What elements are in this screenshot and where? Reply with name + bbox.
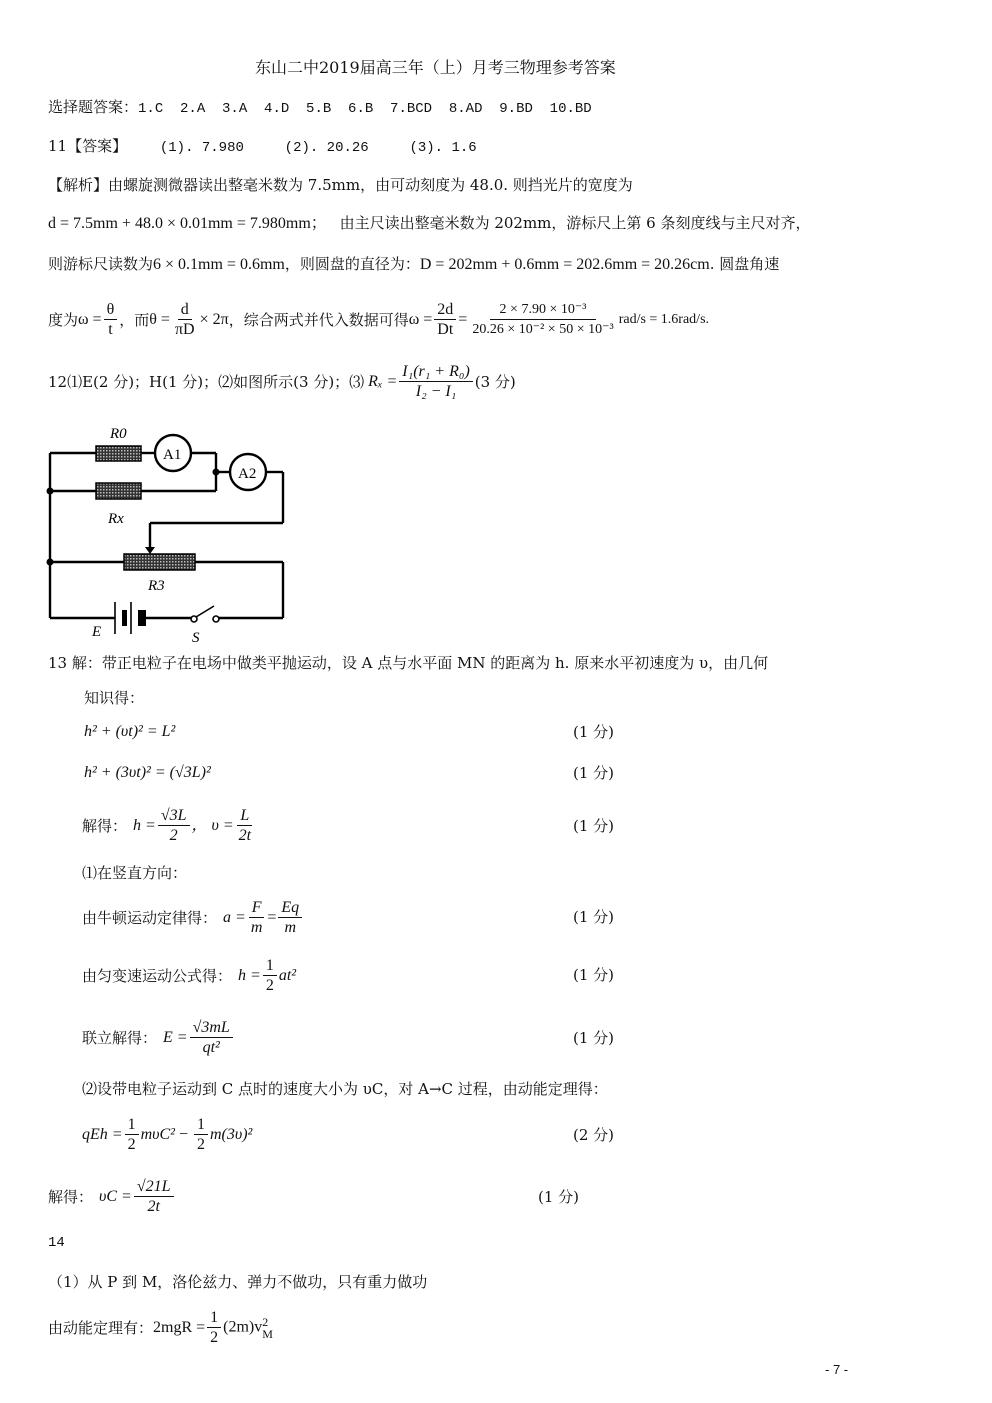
- frac-Eq-m: $\frac{Eq}{m}$: [278, 899, 302, 938]
- label-s: S: [192, 630, 200, 645]
- circuit-diagram: [40, 420, 300, 645]
- battery-icon: [115, 602, 146, 634]
- label-e: E: [92, 624, 102, 640]
- q13-solution-score: (1 分): [573, 817, 615, 835]
- q12-text: 12⑴E(2 分)；H(1 分)；⑵如图所示(3 分)；⑶: [48, 373, 365, 391]
- frac-2d-Dt: $\frac{2d}{Dt}$: [434, 301, 456, 340]
- label-rx: Rx: [108, 511, 124, 527]
- analysis-text-4c: ，综合两式并代入数据可得: [228, 311, 409, 329]
- page-title: 东山二中2019届高三年（上）月考三物理参考答案: [255, 58, 616, 77]
- label-r0: R0: [110, 426, 127, 442]
- rx-eq: Rₓ =: [368, 373, 398, 390]
- analysis-text-3b: ，则圆盘的直径为：: [284, 255, 420, 273]
- kin-h-eq: h =: [238, 967, 261, 984]
- choice-answers: [48, 97, 592, 119]
- frac-big: $\frac{\text{2 × 7.90 × 10⁻³}}{\text{20.26 × 10⁻² × 50 × 10⁻³}}$: [472, 301, 614, 337]
- q14-part1: （1）从 P 到 M，洛伦兹力、弹力不做功，只有重力做功: [48, 1273, 428, 1291]
- choice-label: 选择题答案：: [48, 98, 139, 116]
- frac-half-2: $\frac{1}{2}$: [194, 1116, 208, 1155]
- q13-joint: [82, 1015, 235, 1061]
- q13-eq1: h² + (υt)² = L²: [84, 723, 176, 740]
- analysis-text-4a: 度为: [48, 311, 79, 329]
- page-number: - 7 -: [825, 1362, 849, 1377]
- q13-final: [48, 1174, 176, 1220]
- q14-number: 14: [48, 1235, 65, 1251]
- frac-half: $\frac{1}{2}$: [263, 957, 277, 996]
- q13-eq2-score: (1 分): [573, 764, 615, 782]
- resistor-rx: [96, 483, 141, 499]
- switch-icon: [191, 606, 219, 622]
- junction-dot: [47, 559, 54, 566]
- analysis-text-4b: ，而: [119, 311, 150, 329]
- q12-score: (3 分): [474, 373, 516, 391]
- joint-label: 联立解得：: [82, 1029, 158, 1047]
- q11-a3: (3). 1.6: [409, 140, 477, 156]
- frac-vc: $\frac{√21L}{2t}$: [134, 1178, 174, 1217]
- resistor-r0: [96, 446, 141, 461]
- resistor-r3: [124, 554, 195, 570]
- analysis-text-3a: 则游标尺读数为: [48, 255, 154, 273]
- frac-d-piD: $\frac{d}{\pi D}$: [174, 300, 195, 338]
- newton-label: 由牛顿运动定律得：: [82, 909, 218, 927]
- vc-eq: υC =: [99, 1188, 132, 1205]
- analysis-label: 【解析】: [48, 176, 109, 194]
- times-2pi: × 2π: [199, 311, 229, 328]
- final-label: 解得：: [48, 1188, 94, 1206]
- q13-joint-score: (1 分): [573, 1029, 615, 1047]
- theta-eq: θ =: [149, 311, 170, 328]
- solution-label: 解得：: [82, 817, 128, 835]
- q11-analysis-line3: [48, 254, 779, 275]
- q14-energy: [48, 1304, 273, 1352]
- junction-dot: [47, 488, 54, 495]
- m3v: m(3υ)²: [209, 1126, 253, 1143]
- formula-vernier: 6 × 0.1mm = 0.6mm: [153, 256, 285, 273]
- q13-eq1-score: (1 分): [573, 723, 615, 741]
- frac-E: $\frac{√3mL}{\text{qt²}}$: [190, 1019, 233, 1058]
- q14-lhs: 2mgR =: [153, 1319, 206, 1336]
- label-a1: A1: [163, 447, 182, 463]
- slider-arrow-icon: [145, 547, 155, 554]
- q12-line: [48, 360, 516, 404]
- analysis-text-3c: . 圆盘角速: [709, 255, 780, 273]
- q13-newton: 由牛顿运动定律得： a = $\frac{F}{m}$ = $\frac{Eq}{m}$: [82, 895, 304, 941]
- formula-D: D = 202mm + 0.6mm = 202.6mm = 20.26cm: [419, 256, 710, 273]
- q13-newton-score: (1 分): [573, 908, 615, 926]
- q13-part2: ⑵设带电粒子运动到 C 点时的速度大小为 υC，对 A→C 过程，由动能定理得：: [82, 1080, 608, 1098]
- choice-list: 1.C 2.A 3.A 4.D 5.B 6.B 7.BCD 8.AD 9.BD 10.BD: [138, 101, 592, 117]
- junction-dot: [213, 469, 220, 476]
- q13-solution: [82, 803, 256, 849]
- h-eq: h =: [133, 817, 156, 834]
- frac-h: $\frac{√3L}{2}$: [158, 807, 190, 846]
- q14-label: 由动能定理有：: [48, 1319, 154, 1337]
- kinematics-label: 由匀变速运动公式得：: [82, 967, 233, 985]
- q13-kinematics: [82, 953, 296, 999]
- E-eq: E =: [163, 1029, 188, 1046]
- q11-analysis-line1: [48, 175, 633, 195]
- q11-analysis-line4: [48, 296, 709, 344]
- q11-a2: (2). 20.26: [284, 140, 369, 156]
- label-a2: A2: [238, 466, 257, 482]
- frac-theta-t: $\frac{\theta}{t}$: [104, 301, 118, 340]
- frac-F-m: $\frac{F}{m}$: [248, 899, 266, 938]
- q13-kinematics-score: (1 分): [573, 966, 615, 984]
- frac-half-q14: $\frac{1}{2}$: [207, 1309, 221, 1348]
- q13-energy-score: (2 分): [573, 1126, 615, 1144]
- omega-result: rad/s = 1.6rad/s.: [618, 312, 710, 327]
- frac-v: $\frac{L}{2t}$: [238, 806, 252, 844]
- omega-eq: ω =: [78, 311, 102, 328]
- q11-a1: (1). 7.980: [159, 140, 244, 156]
- omega-eq-2: ω =: [408, 311, 433, 328]
- mv2: mυC²: [140, 1126, 175, 1143]
- q13-intro-2: 知识得：: [84, 689, 145, 707]
- v-eq: ， υ =: [191, 817, 234, 834]
- analysis-text-2: 由主尺读出整毫米数为 202mm，游标尺上第 6 条刻度线与主尺对齐，: [339, 214, 811, 232]
- q13-intro: 13 解：带正电粒子在电场中做类平抛运动，设 A 点与水平面 MN 的距离为 h. 原来水平初速度为 υ，由几何: [48, 654, 769, 672]
- formula-d: d = 7.5mm + 48.0 × 0.01mm = 7.980mm；: [48, 215, 327, 232]
- q11-analysis-line2: [48, 213, 811, 234]
- minus: −: [178, 1126, 188, 1143]
- frac-rx: $\frac{\text{I₁(r₁ + R₀)}}{\text{I₂ − I₁}}$: [399, 363, 472, 402]
- q13-part1: ⑴在竖直方向：: [82, 864, 188, 882]
- analysis-text-1: 由螺旋测微器读出整毫米数为 7.5mm，由可动刻度为 48.0. 则挡光片的宽度为: [108, 176, 633, 194]
- q11-answer-row: [48, 136, 477, 158]
- equals: =: [458, 311, 468, 328]
- q14-rhs: (2m)v 2 M: [223, 1315, 273, 1341]
- q13-eq2: h² + (3υt)² = (√3L)²: [84, 764, 211, 781]
- q11-label: 11【答案】: [48, 137, 128, 155]
- a-eq: a =: [223, 909, 246, 926]
- q13-final-score: (1 分): [538, 1188, 580, 1206]
- frac-half-1: $\frac{1}{2}$: [125, 1116, 139, 1155]
- at2: at²: [278, 967, 297, 984]
- label-r3: R3: [148, 578, 165, 594]
- q13-energy: [82, 1112, 252, 1158]
- energy-lhs: qEh =: [82, 1126, 123, 1143]
